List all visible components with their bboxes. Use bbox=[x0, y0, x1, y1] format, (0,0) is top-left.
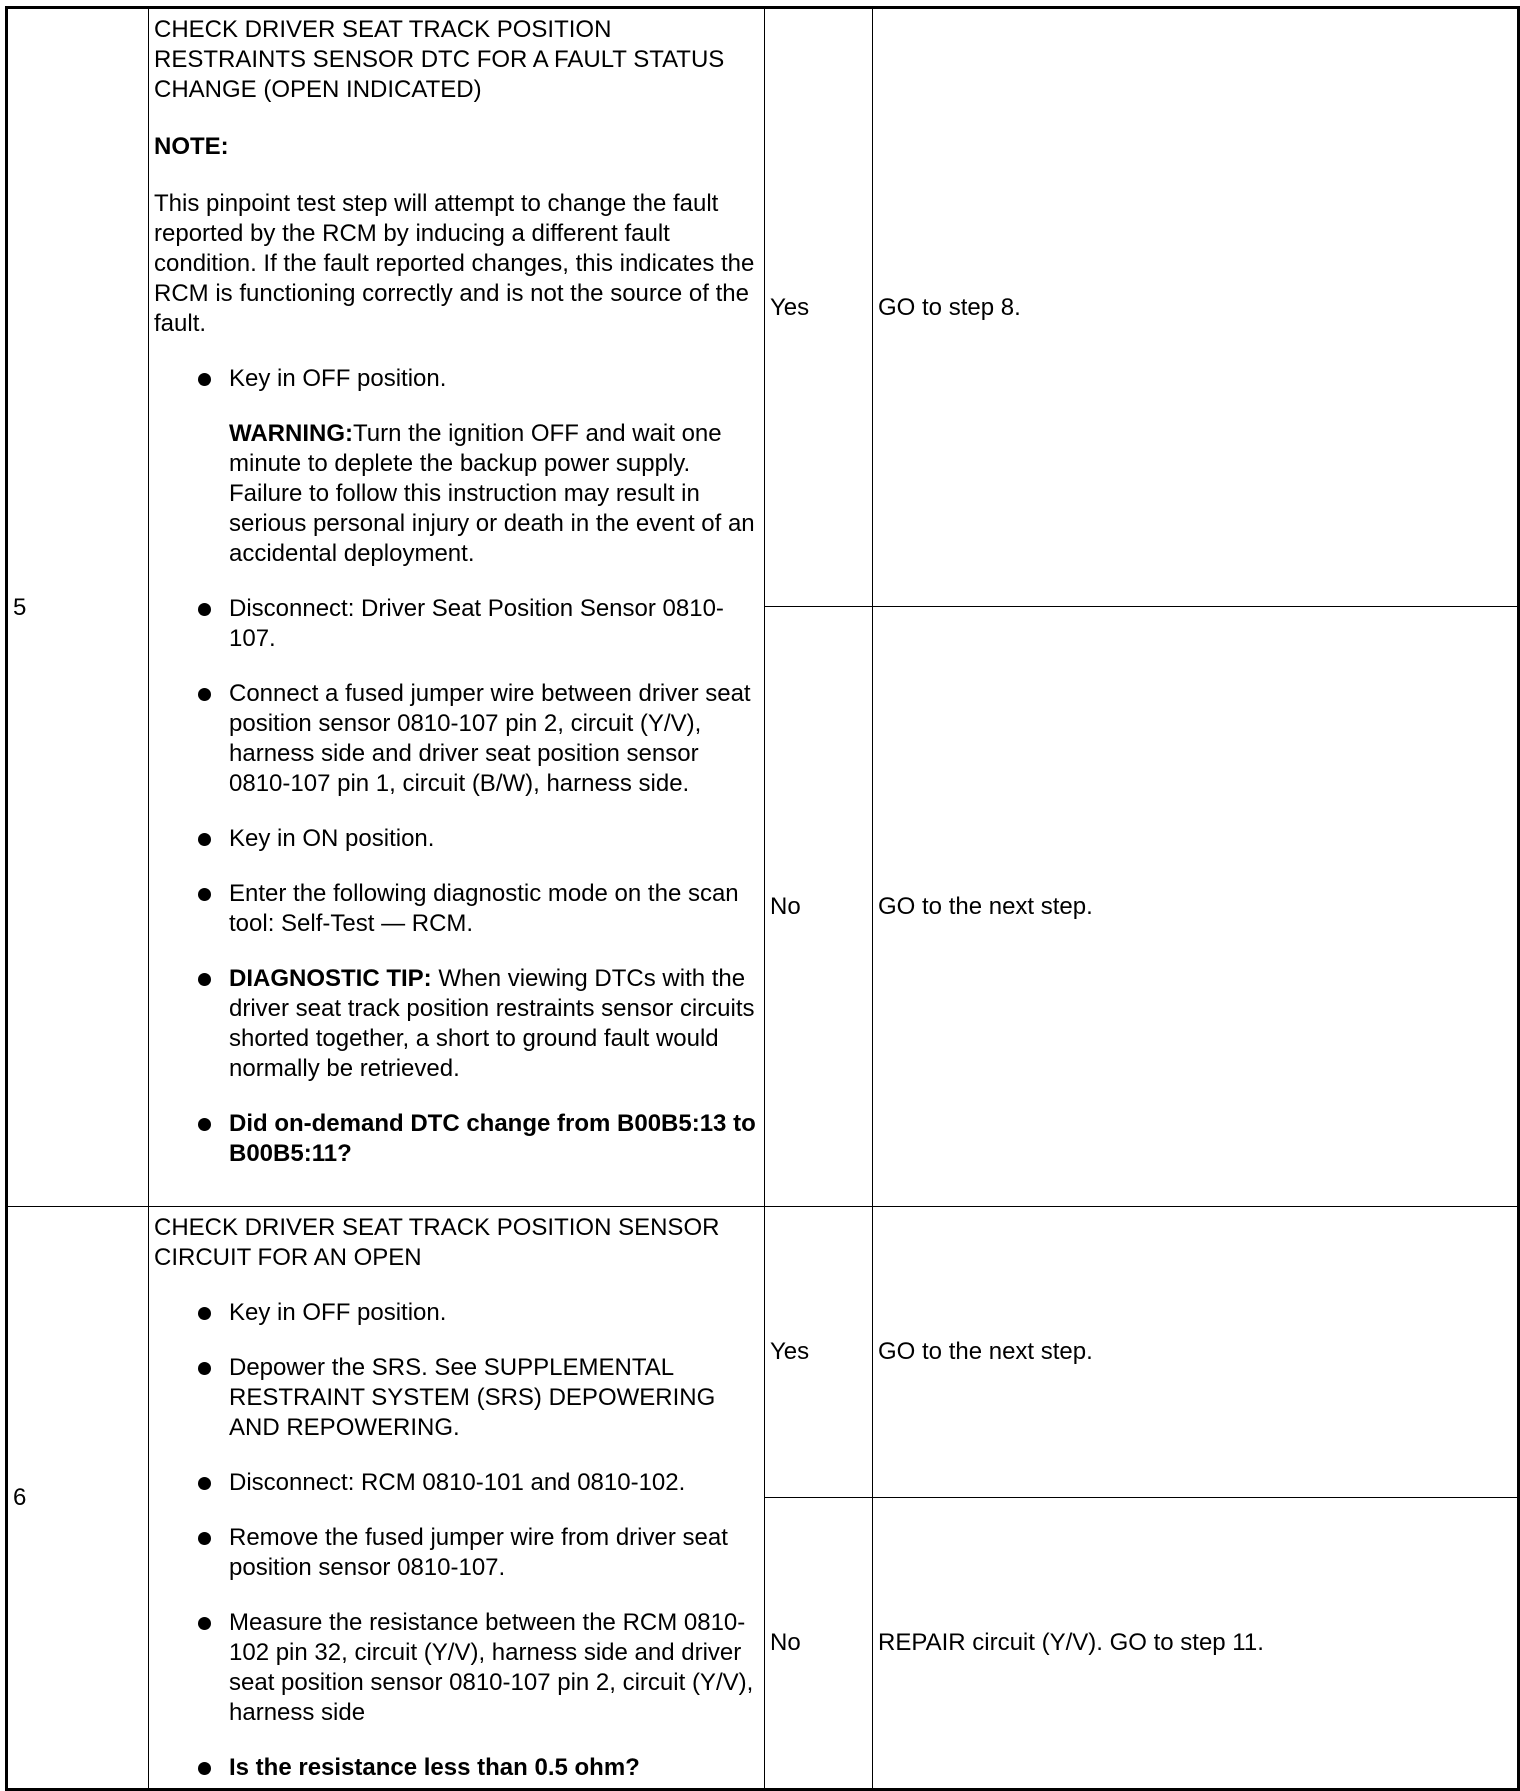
list-item: Remove the fused jumper wire from driver seat position sensor 0810-107. bbox=[154, 1523, 760, 1583]
no-action: REPAIR circuit (Y/V). GO to step 11. bbox=[873, 1498, 1519, 1790]
step-number: 5 bbox=[7, 8, 149, 1207]
tip-text: When viewing DTCs with the driver seat track position restraints sensor circuits shorted together, a short to ground fault would normally be retrieved. bbox=[229, 965, 755, 1082]
bullet-icon bbox=[198, 973, 211, 986]
list-item: Connect a fused jumper wire between driver seat position sensor 0810-107 pin 2, circuit (Y/V), harness side and driver seat position sensor 0810-107 pin 1, circuit (B/W), harness side. bbox=[154, 679, 760, 799]
step-question: Did on-demand DTC change from B00B5:13 to B00B5:11? bbox=[229, 1110, 756, 1167]
warning bbox=[229, 419, 760, 569]
bullet-icon bbox=[198, 833, 211, 846]
note-label: NOTE: bbox=[154, 133, 229, 160]
list-item: Disconnect: Driver Seat Position Sensor 0810-107. bbox=[154, 594, 760, 654]
bullet-icon bbox=[198, 1362, 211, 1375]
yes-label: Yes bbox=[765, 1207, 873, 1498]
bullet-icon bbox=[198, 688, 211, 701]
bullet-icon bbox=[198, 373, 211, 386]
step-action bbox=[149, 8, 765, 1207]
step-5-yes-row bbox=[7, 8, 1519, 607]
bullet-icon bbox=[198, 1118, 211, 1131]
step-title: CHECK DRIVER SEAT TRACK POSITION SENSOR CIRCUIT FOR AN OPEN bbox=[154, 1214, 720, 1271]
list-item bbox=[154, 964, 760, 1084]
list-item: Key in ON position. bbox=[154, 824, 760, 854]
note-text: This pinpoint test step will attempt to change the fault reported by the RCM by inducing a different fault condition. If the fault reported changes, this indicates the RCM is functioning correctly and is not the source of the fault. bbox=[154, 190, 755, 337]
step-bullets bbox=[154, 1298, 760, 1783]
yes-action: GO to step 8. bbox=[873, 8, 1519, 607]
list-item: Disconnect: RCM 0810-101 and 0810-102. bbox=[154, 1468, 760, 1498]
step-title: CHECK DRIVER SEAT TRACK POSITION RESTRAINTS SENSOR DTC FOR A FAULT STATUS CHANGE (OPEN INDICATED) bbox=[154, 16, 725, 103]
bullet-icon bbox=[198, 1477, 211, 1490]
list-item: Measure the resistance between the RCM 0810-102 pin 32, circuit (Y/V), harness side and driver seat position sensor 0810-107 pin 2, circuit (Y/V), harness side bbox=[154, 1608, 760, 1728]
bullet-icon bbox=[198, 603, 211, 616]
step-question: Is the resistance less than 0.5 ohm? bbox=[229, 1754, 640, 1781]
list-item bbox=[154, 1753, 760, 1783]
list-item: Key in OFF position. WARNING:Turn the ignition OFF and wait one minute to deplete the backup power supply. Failure to follow this instruction may result in serious personal injury or death in the event of an accidental deployment. bbox=[154, 364, 760, 569]
no-action: GO to the next step. bbox=[873, 607, 1519, 1207]
bullet-icon bbox=[198, 888, 211, 901]
warning-text: Turn the ignition OFF and wait one minute to deplete the backup power supply. Failure to follow this instruction may result in serious personal injury or death in the event of an accidental deployment. bbox=[229, 420, 755, 567]
step-6-yes-row bbox=[7, 1207, 1519, 1498]
pinpoint-test-table bbox=[5, 6, 1520, 1791]
step-action bbox=[149, 1207, 765, 1790]
bullet-icon bbox=[198, 1532, 211, 1545]
step-bullets bbox=[154, 364, 760, 1169]
yes-label: Yes bbox=[765, 8, 873, 607]
bullet-icon bbox=[198, 1307, 211, 1320]
bullet-icon bbox=[198, 1617, 211, 1630]
no-label: No bbox=[765, 1498, 873, 1790]
step-number: 6 bbox=[7, 1207, 149, 1790]
bullet-icon bbox=[198, 1762, 211, 1775]
no-label: No bbox=[765, 607, 873, 1207]
yes-action: GO to the next step. bbox=[873, 1207, 1519, 1498]
tip-label: DIAGNOSTIC TIP: bbox=[229, 965, 432, 992]
list-item bbox=[154, 1109, 760, 1169]
list-item: Key in OFF position. bbox=[154, 1298, 760, 1328]
warning-label: WARNING: bbox=[229, 420, 353, 447]
list-item: Depower the SRS. See SUPPLEMENTAL RESTRAINT SYSTEM (SRS) DEPOWERING AND REPOWERING. bbox=[154, 1353, 760, 1443]
list-item: Enter the following diagnostic mode on the scan tool: Self-Test — RCM. bbox=[154, 879, 760, 939]
